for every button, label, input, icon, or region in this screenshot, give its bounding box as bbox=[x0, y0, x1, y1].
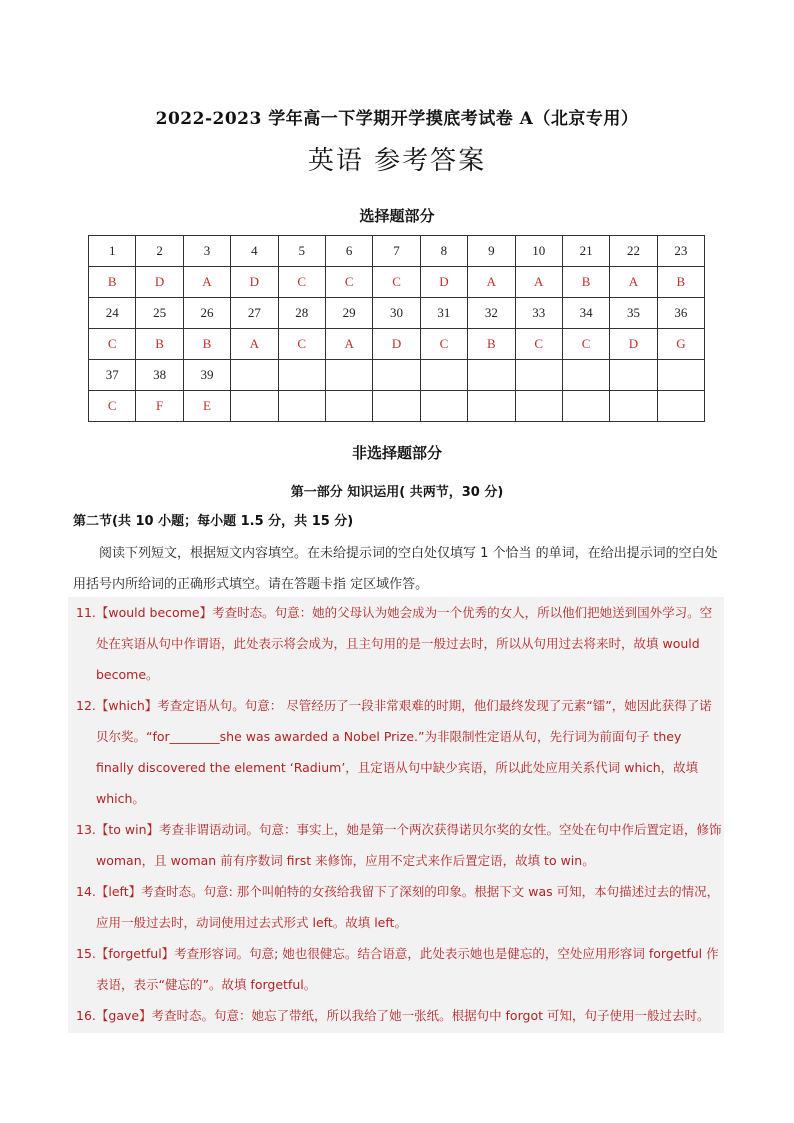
answer-key-row bbox=[89, 267, 705, 298]
question-number-cell: 39 bbox=[183, 360, 230, 391]
question-number-cell: 24 bbox=[89, 298, 136, 329]
question-number-cell bbox=[610, 360, 657, 391]
answer-key-cell: C bbox=[325, 267, 372, 298]
question-number-cell bbox=[278, 360, 325, 391]
answer-key-cell: A bbox=[231, 329, 278, 360]
instructions: 阅读下列短文，根据短文内容填空。在未给提示词的空白处仅填写 1 个恰当 的单词，在给出提示词的空白处用括号内所给词的正确形式填空。请在答题卡指 定区域作答。 bbox=[73, 546, 718, 592]
answer-key-cell: C bbox=[562, 329, 609, 360]
question-number-row bbox=[89, 360, 705, 391]
answer-key-cell: C bbox=[278, 329, 325, 360]
answer-key-cell: C bbox=[515, 329, 562, 360]
answer-explanation-item: 12.【which】考查定语从句。句意： 尽管经历了一段非常艰难的时期，他们最终发现了元素“镭”，她因此获得了诺贝尔奖。“for________she was awarded a Nobel Prize.”为非限制性定语从句，先行词为前面句子 they finally discovered the element ‘Radium’，且定语从句中缺少宾语，所以此处应用关系代词 which，故填 which。 bbox=[76, 698, 712, 806]
exam-title: 2022-2023 学年高一下学期开学摸底考试卷 A（北京专用） bbox=[155, 109, 639, 129]
question-number-row bbox=[89, 236, 705, 267]
question-number-cell: 34 bbox=[562, 298, 609, 329]
question-number-cell: 35 bbox=[610, 298, 657, 329]
question-number-cell: 25 bbox=[136, 298, 183, 329]
answer-key-cell: F bbox=[136, 391, 183, 422]
question-number-cell bbox=[420, 360, 467, 391]
question-number-cell: 31 bbox=[420, 298, 467, 329]
answer-key-cell: A bbox=[183, 267, 230, 298]
question-number-cell: 22 bbox=[610, 236, 657, 267]
question-number-cell: 29 bbox=[325, 298, 372, 329]
question-number-cell: 1 bbox=[89, 236, 136, 267]
answer-key-cell: A bbox=[610, 267, 657, 298]
question-number-cell: 37 bbox=[89, 360, 136, 391]
answer-key-cell: D bbox=[136, 267, 183, 298]
question-number-cell: 10 bbox=[515, 236, 562, 267]
choice-section-title: 选择题部分 bbox=[359, 207, 435, 225]
answer-key-cell bbox=[325, 391, 372, 422]
answer-key-cell bbox=[468, 391, 515, 422]
answer-key-cell: D bbox=[420, 267, 467, 298]
answer-key-row bbox=[89, 391, 705, 422]
answer-key-cell bbox=[278, 391, 325, 422]
question-number-cell bbox=[373, 360, 420, 391]
question-number-cell: 9 bbox=[468, 236, 515, 267]
section-heading: 第二节(共 10 小题；每小题 1.5 分，共 15 分) bbox=[73, 514, 354, 529]
question-number-cell: 28 bbox=[278, 298, 325, 329]
question-number-cell: 26 bbox=[183, 298, 230, 329]
question-number-cell: 4 bbox=[231, 236, 278, 267]
answer-explanation-item: 14.【left】考查时态。句意: 那个叫帕特的女孩给我留下了深刻的印象。根据下文 was 可知，本句描述过去的情况，应用一般过去时，动词使用过去式形式 left。故填 left。 bbox=[76, 884, 720, 930]
answer-key-cell: B bbox=[562, 267, 609, 298]
answer-key-cell: B bbox=[89, 267, 136, 298]
answer-explanation-item: 15.【forgetful】考查形容词。句意; 她也很健忘。结合语意，此处表示她也是健忘的，空处应用形容词 forgetful 作表语，表示“健忘的”。故填 forgetful。 bbox=[76, 946, 719, 992]
question-number-cell: 5 bbox=[278, 236, 325, 267]
answer-key-cell: B bbox=[468, 329, 515, 360]
answer-key-cell: C bbox=[420, 329, 467, 360]
answer-key-cell: B bbox=[657, 267, 704, 298]
question-number-cell: 3 bbox=[183, 236, 230, 267]
exam-subtitle: 英语 参考答案 bbox=[307, 146, 487, 176]
question-number-cell: 32 bbox=[468, 298, 515, 329]
answer-key-cell bbox=[657, 391, 704, 422]
answer-key-cell: G bbox=[657, 329, 704, 360]
question-number-cell: 8 bbox=[420, 236, 467, 267]
answer-key-cell: A bbox=[515, 267, 562, 298]
answer-key-cell bbox=[231, 391, 278, 422]
answer-key-cell: B bbox=[183, 329, 230, 360]
part-title: 第一部分 知识运用( 共两节，30 分) bbox=[290, 485, 504, 500]
answer-key-row bbox=[89, 329, 705, 360]
answer-key-cell: C bbox=[89, 391, 136, 422]
answer-key-cell bbox=[373, 391, 420, 422]
answer-explanation-item: 16.【gave】考查时态。句意：她忘了带纸，所以我给了她一张纸。根据句中 forgot 可知，句子使用一般过去时。 bbox=[76, 1008, 710, 1023]
answer-key-cell bbox=[610, 391, 657, 422]
answer-key-cell: B bbox=[136, 329, 183, 360]
answer-key-table bbox=[88, 235, 705, 422]
answer-key-cell bbox=[562, 391, 609, 422]
question-number-cell bbox=[562, 360, 609, 391]
question-number-cell: 38 bbox=[136, 360, 183, 391]
answer-key-cell: D bbox=[610, 329, 657, 360]
question-number-cell: 33 bbox=[515, 298, 562, 329]
question-number-cell bbox=[325, 360, 372, 391]
answer-explanations bbox=[68, 597, 724, 1033]
question-number-cell: 6 bbox=[325, 236, 372, 267]
question-number-cell: 21 bbox=[562, 236, 609, 267]
question-number-cell: 7 bbox=[373, 236, 420, 267]
answer-key-cell bbox=[515, 391, 562, 422]
question-number-cell bbox=[231, 360, 278, 391]
answer-key-cell: A bbox=[468, 267, 515, 298]
question-number-cell: 36 bbox=[657, 298, 704, 329]
answer-explanation-item: 13.【to win】考查非谓语动词。句意：事实上，她是第一个两次获得诺贝尔奖的女性。空处在句中作后置定语，修饰 woman，且 woman 前有序数词 first 来修饰，应用不定式来作后置定语，故填 to win。 bbox=[76, 822, 722, 868]
question-number-cell bbox=[515, 360, 562, 391]
question-number-cell bbox=[468, 360, 515, 391]
answer-key-cell: D bbox=[373, 329, 420, 360]
answer-key-cell: E bbox=[183, 391, 230, 422]
question-number-cell: 23 bbox=[657, 236, 704, 267]
question-number-row bbox=[89, 298, 705, 329]
answer-key-cell: D bbox=[231, 267, 278, 298]
answer-key-cell: C bbox=[373, 267, 420, 298]
question-number-cell: 30 bbox=[373, 298, 420, 329]
nonchoice-section-title: 非选择题部分 bbox=[351, 444, 442, 462]
answer-key-cell bbox=[420, 391, 467, 422]
question-number-cell: 2 bbox=[136, 236, 183, 267]
answer-key-cell: C bbox=[278, 267, 325, 298]
answer-explanation-item: 11.【would become】考查时态。句意：她的父母认为她会成为一个优秀的女人，所以他们把她送到国外学习。空处在宾语从句中作谓语，此处表示将会成为，且主句用的是一般过去时，所以从句用过去将来时，故填 would become。 bbox=[76, 605, 713, 682]
answer-key-cell: C bbox=[89, 329, 136, 360]
answer-key-cell: A bbox=[325, 329, 372, 360]
question-number-cell: 27 bbox=[231, 298, 278, 329]
question-number-cell bbox=[657, 360, 704, 391]
